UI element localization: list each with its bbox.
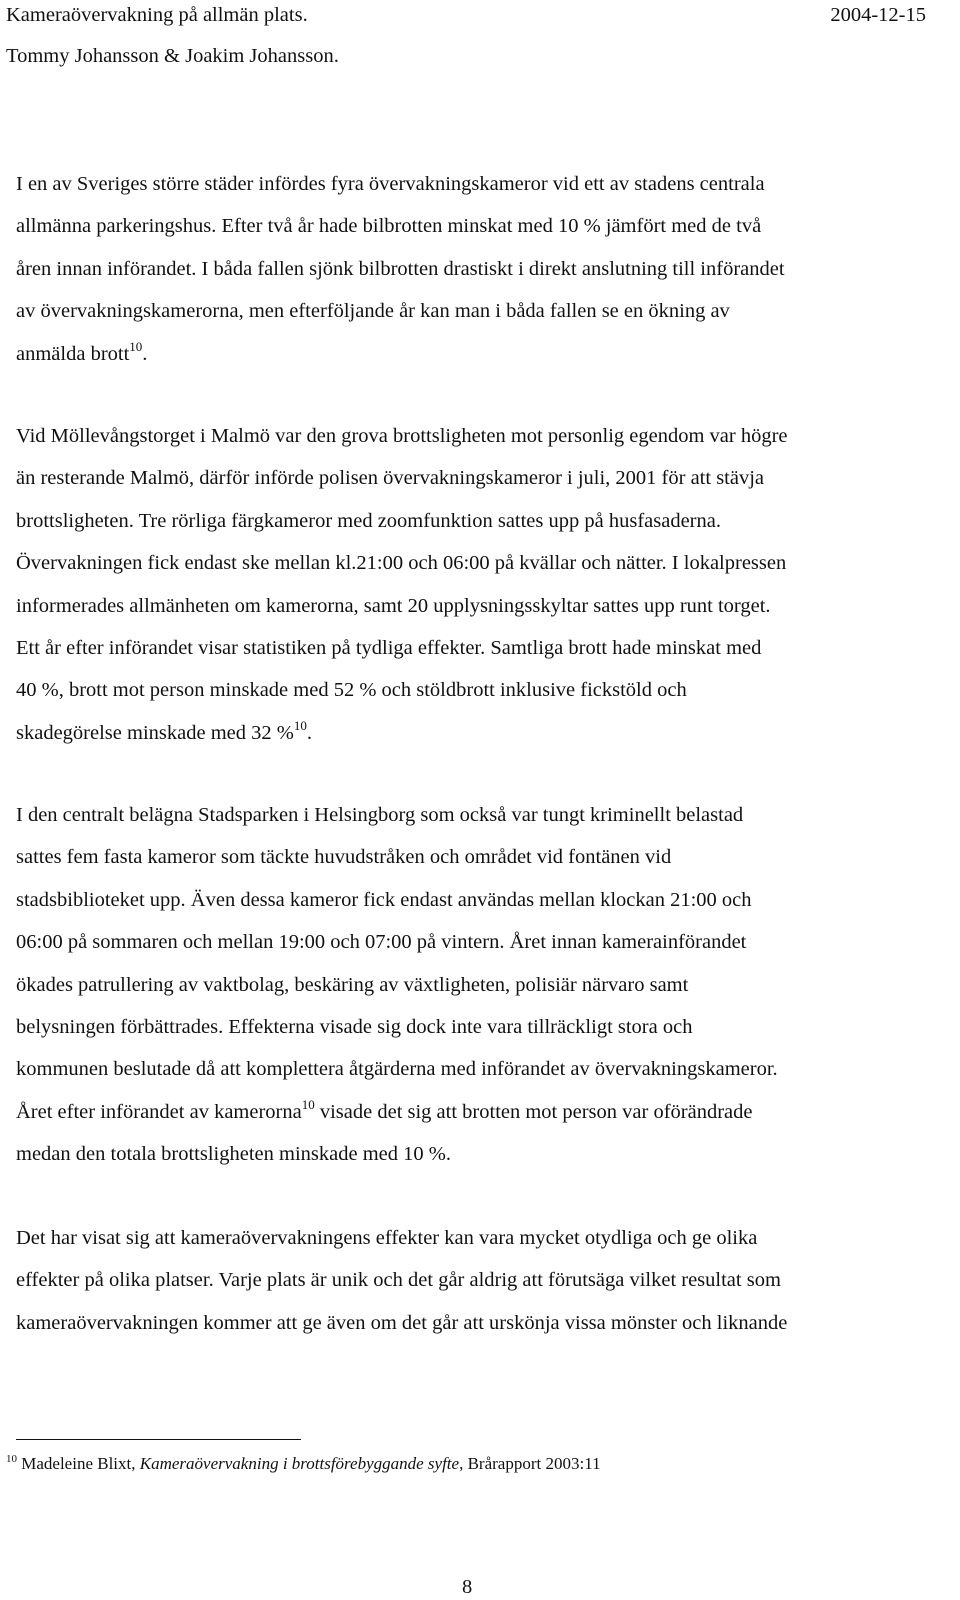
footnote-reference: 10: [301, 1096, 315, 1112]
text-fragment: visade det sig att brotten mot person var oförändrade: [314, 1100, 753, 1123]
text-line: effekter på olika platser. Varje plats är unik och det går aldrig att förutsäga vilket resultat som: [16, 1269, 781, 1292]
text-line: Ett år efter införandet visar statistiken på tydliga effekter. Samtliga brott hade minskat med: [16, 637, 762, 660]
text-line: kommunen beslutade då att komplettera åtgärderna med införandet av övervakningskameror.: [16, 1058, 778, 1081]
document-authors: Tommy Johansson & Joakim Johansson.: [6, 45, 339, 67]
text-fragment: skadegörelse minskade med 32 %: [16, 721, 294, 744]
footnote-reference: 10: [293, 717, 307, 733]
text-line: av övervakningskamerorna, men efterföljande år kan man i båda fallen se en ökning av: [16, 300, 730, 323]
text-line: kameraövervakningen kommer att ge även om det går att urskönja vissa mönster och liknande: [16, 1311, 788, 1334]
header-title-row: [6, 2, 926, 28]
text-fragment: .: [142, 342, 148, 365]
text-line: sattes fem fasta kameror som täckte huvudstråken och området vid fontänen vid: [16, 846, 672, 869]
header-authors-row: [6, 43, 926, 69]
text-line: informerades allmänheten om kamerorna, samt 20 upplysningsskyltar sattes upp runt torget.: [16, 594, 771, 617]
footnote-source: , Brårapport 2003:11: [459, 1454, 601, 1473]
text-line: än resterande Malmö, därför införde polisen övervakningskameror i juli, 2001 för att stävja: [16, 467, 765, 490]
text-line: ökades patrullering av vaktbolag, beskäring av växtligheten, polisiär närvaro samt: [16, 973, 689, 996]
text-fragment: anmälda brott: [16, 342, 130, 365]
footnote-divider: [16, 1439, 301, 1440]
paragraph-helsingborg: [16, 794, 956, 1176]
text-line: 06:00 på sommaren och mellan 19:00 och 07:00 på vintern. Året innan kamerainförandet: [16, 931, 747, 954]
text-line: I en av Sveriges större städer infördes fyra övervakningskameror vid ett av stadens centrala: [16, 173, 765, 195]
text-fragment: .: [306, 721, 312, 744]
text-line: Det har visat sig att kameraövervakningens effekter kan vara mycket otydliga och ge olika: [16, 1227, 758, 1249]
footnote-number: 10: [6, 1453, 17, 1465]
text-line: stadsbiblioteket upp. Även dessa kameror fick endast användas mellan klockan 21:00 och: [16, 888, 752, 911]
text-line: [16, 712, 956, 754]
text-line: brottsligheten. Tre rörliga färgkameror med zoomfunktion sattes upp på husfasaderna.: [16, 509, 721, 532]
text-line: Övervakningen fick endast ske mellan kl.21:00 och 06:00 på kvällar och nätter. I lokalpressen: [16, 552, 787, 575]
text-line: åren innan införandet. I båda fallen sjönk bilbrotten drastiskt i direkt anslutning till införandet: [16, 257, 785, 280]
text-line: [16, 333, 956, 375]
footnote-author: Madeleine Blixt,: [17, 1454, 140, 1473]
document-date: 2004-12-15: [830, 4, 926, 26]
text-line: [16, 1091, 956, 1133]
footnote: [6, 1453, 601, 1475]
text-line: medan den totala brottsligheten minskade med 10 %.: [16, 1143, 451, 1166]
paragraph-parking-garage: [16, 163, 956, 375]
text-line: Vid Möllevångstorget i Malmö var den grova brottsligheten mot personlig egendom var högre: [16, 425, 788, 447]
text-line: 40 %, brott mot person minskade med 52 % och stöldbrott inklusive fickstöld och: [16, 679, 687, 702]
footnote-title: Kameraövervakning i brottsförebyggande syfte: [139, 1454, 460, 1473]
paragraph-conclusion: [16, 1217, 956, 1344]
document-title: Kameraövervakning på allmän plats.: [6, 4, 308, 26]
text-line: belysningen förbättrades. Effekterna visade sig dock inte vara tillräckligt stora och: [16, 1016, 693, 1039]
page-number: 8: [462, 1576, 473, 1598]
text-fragment: Året efter införandet av kamerorna: [16, 1100, 302, 1123]
text-line: allmänna parkeringshus. Efter två år hade bilbrotten minskat med 10 % jämfört med de två: [16, 215, 762, 238]
text-line: I den centralt belägna Stadsparken i Helsingborg som också var tungt kriminellt belastad: [16, 804, 744, 826]
footnote-reference: 10: [129, 338, 143, 354]
paragraph-mollevangstorget: [16, 415, 956, 754]
